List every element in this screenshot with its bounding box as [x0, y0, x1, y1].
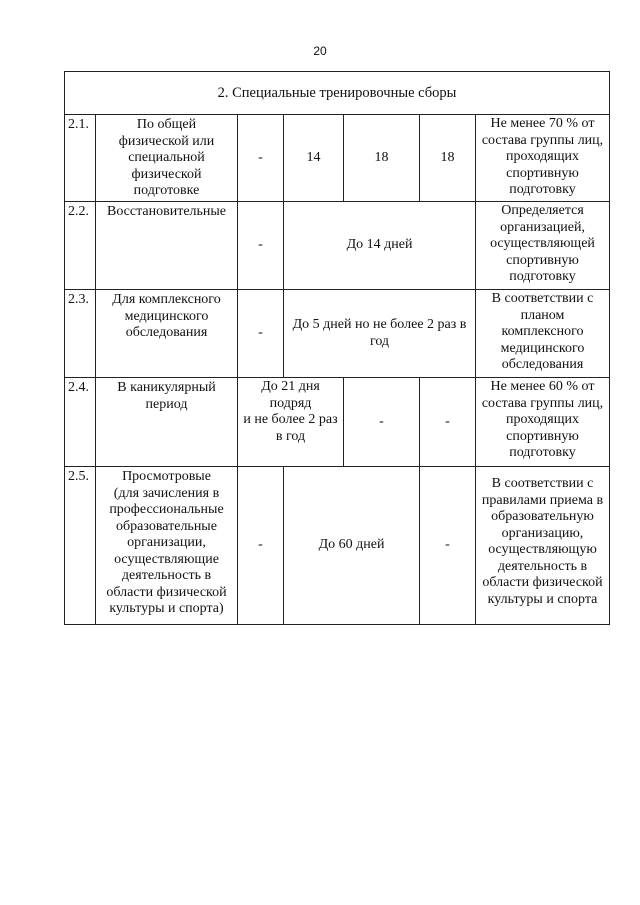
- condition-line: подготовку: [509, 445, 576, 460]
- condition-line: состава группы лиц,: [481, 395, 604, 411]
- condition-cell: [476, 378, 610, 467]
- camp-type-line: медицинского: [124, 308, 209, 324]
- camp-type-line: подготовке: [133, 183, 200, 198]
- table-row: [65, 202, 610, 290]
- value-cell: -: [238, 202, 284, 290]
- condition-line: Не менее 70 % от: [490, 116, 595, 131]
- camp-type-line: физической: [131, 166, 202, 182]
- duration-line: и не более 2 раз: [243, 412, 338, 427]
- camp-type-line: области физической: [106, 584, 227, 600]
- condition-line: Определяется: [501, 203, 584, 218]
- duration-span-cell: [238, 378, 344, 467]
- row-number: 2.4.: [65, 378, 96, 467]
- camp-type-line: В каникулярный: [117, 380, 216, 395]
- condition-line: культуры и спорта: [487, 591, 598, 607]
- camp-type-line: По общей: [136, 117, 197, 132]
- condition-line: состава группы лиц,: [481, 132, 604, 148]
- camp-type-line: деятельность в: [121, 568, 212, 583]
- value-cell: -: [420, 467, 476, 625]
- condition-line: Не менее 60 % от: [490, 379, 595, 394]
- camp-type-cell: [96, 115, 238, 202]
- value-cell: -: [344, 378, 420, 467]
- condition-line: В соответствии с: [491, 291, 594, 306]
- condition-line: комплексного: [501, 324, 584, 339]
- page-number: 20: [313, 44, 327, 58]
- section-title: 2. Специальные тренировочные сборы: [65, 72, 610, 115]
- camp-type-line: осуществляющие: [114, 551, 219, 567]
- condition-cell: [476, 290, 610, 378]
- camp-type-cell: [96, 467, 238, 625]
- camp-type-line: культуры и спорта): [109, 601, 224, 616]
- camp-type-line: Восстановительные: [106, 204, 227, 219]
- duration-line: год: [369, 333, 390, 349]
- value-cell: -: [238, 467, 284, 625]
- table-row: [65, 115, 610, 202]
- camp-type-line: обследования: [125, 325, 208, 340]
- row-number: 2.2.: [65, 202, 96, 290]
- training-camps-table: [64, 71, 610, 625]
- condition-line: деятельность в: [497, 558, 588, 574]
- condition-line: осуществляющую: [488, 542, 597, 557]
- duration-line: До 5 дней но не более 2 раз в: [292, 317, 467, 332]
- condition-line: организацию,: [501, 525, 584, 541]
- camp-type-line: физической или: [118, 133, 215, 149]
- camp-type-line: Для комплексного: [112, 292, 221, 307]
- camp-type-line: (для зачисления в: [113, 485, 220, 501]
- camp-type-line: специальной: [128, 150, 205, 165]
- duration-line: До 21 дня: [261, 379, 320, 394]
- condition-line: области физической: [482, 575, 603, 590]
- condition-line: организацией,: [500, 219, 585, 235]
- camp-type-line: профессиональные: [109, 502, 224, 517]
- value-cell: 18: [344, 115, 420, 202]
- condition-line: подготовку: [509, 269, 576, 284]
- value-cell: -: [238, 290, 284, 378]
- condition-cell: [476, 202, 610, 290]
- condition-cell: [476, 467, 610, 625]
- camp-type-cell: [96, 290, 238, 378]
- camp-type-cell: [96, 378, 238, 467]
- value-cell: -: [420, 378, 476, 467]
- condition-line: спортивную: [506, 428, 579, 444]
- section-header-row: [65, 72, 610, 115]
- row-number: 2.1.: [65, 115, 96, 202]
- condition-line: подготовку: [509, 182, 576, 197]
- row-number: 2.5.: [65, 467, 96, 625]
- condition-line: обследования: [501, 357, 584, 372]
- condition-line: правилами приема в: [481, 492, 604, 508]
- condition-line: осуществляющей: [490, 236, 595, 251]
- table-row: [65, 290, 610, 378]
- value-cell: 14: [284, 115, 344, 202]
- condition-line: спортивную: [506, 165, 579, 181]
- condition-line: планом: [520, 307, 565, 323]
- condition-line: образовательную: [491, 509, 594, 524]
- condition-cell: [476, 115, 610, 202]
- table-row: [65, 378, 610, 467]
- table-row: [65, 467, 610, 625]
- camp-type-cell: [96, 202, 238, 290]
- duration-line: подряд: [269, 395, 312, 411]
- camp-type-line: период: [145, 396, 188, 412]
- condition-line: проходящих: [505, 149, 580, 164]
- condition-line: В соответствии с: [491, 476, 594, 491]
- camp-type-line: Просмотровые: [122, 469, 211, 484]
- camp-type-line: организации,: [127, 535, 206, 550]
- condition-line: спортивную: [506, 252, 579, 268]
- condition-line: проходящих: [505, 412, 580, 427]
- duration-span-cell: [284, 290, 476, 378]
- duration-span-cell: До 60 дней: [284, 467, 420, 625]
- row-number: 2.3.: [65, 290, 96, 378]
- duration-line: в год: [275, 428, 306, 444]
- value-cell: 18: [420, 115, 476, 202]
- value-cell: -: [238, 115, 284, 202]
- camp-type-line: образовательные: [116, 518, 217, 534]
- condition-line: медицинского: [500, 340, 585, 356]
- duration-span-cell: До 14 дней: [284, 202, 476, 290]
